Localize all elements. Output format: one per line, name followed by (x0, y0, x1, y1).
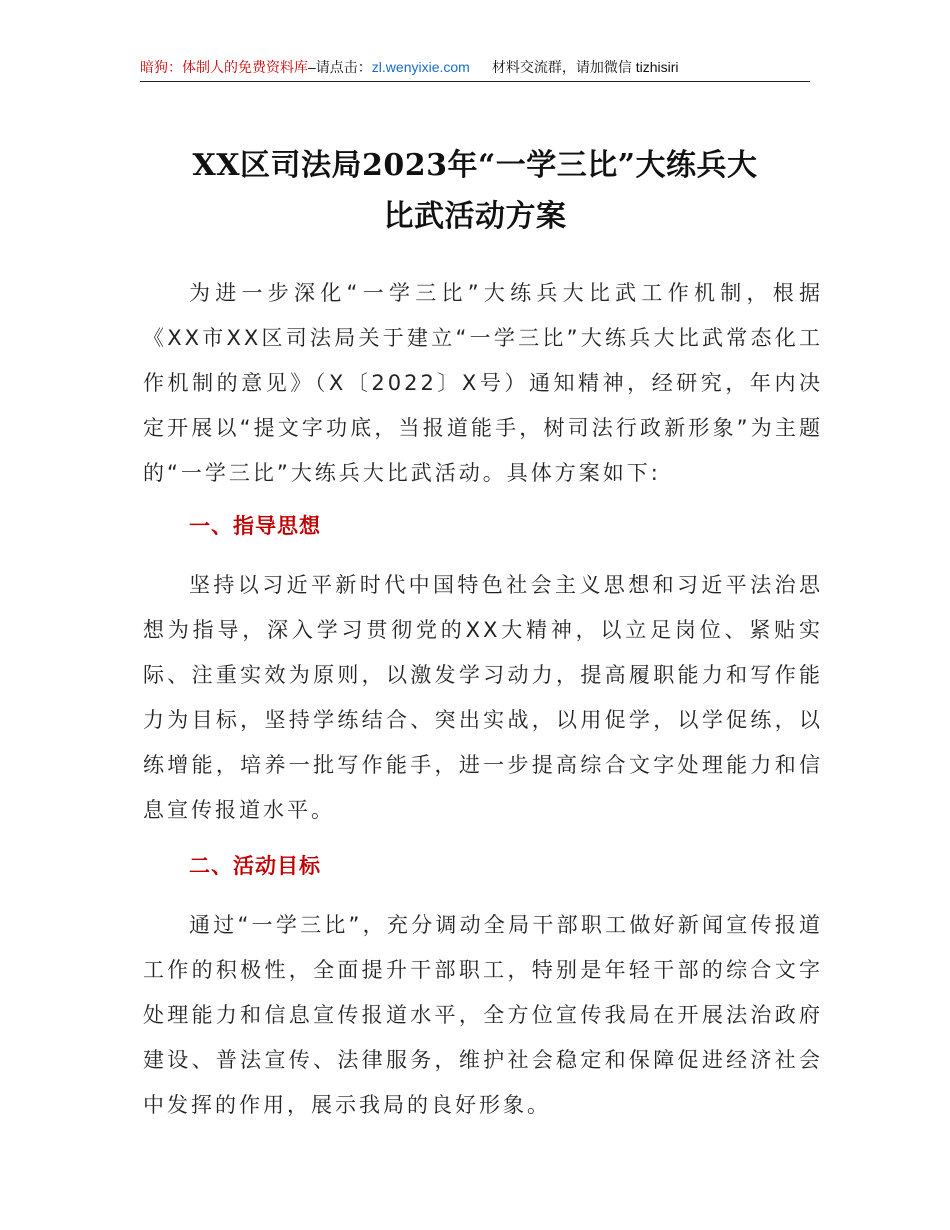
section2-heading: 二、活动目标 (189, 854, 321, 878)
document-title-line1: XX区司法局2023年“一学三比”大练兵大 (192, 148, 758, 183)
header-brand-text: 暗狗：体制人的免费资料库 (140, 59, 308, 75)
header-group-text: 材料交流群，请加微信 tizhisiri (491, 59, 679, 75)
header-divider (140, 81, 810, 82)
section2-paragraph: 通过“一学三比”，充分调动全局干部职工做好新闻宣传报道工作的积极性，全面提升干部职工，特别是年轻干部的综合文字处理能力和信息宣传报道水平，全方位宣传我局在开展法治政府建设、普法宣传、法律服务，维护社会稳定和保障促进经济社会中发挥的作用，展示我局的良好形象。 (143, 913, 823, 1117)
page-header (140, 56, 810, 78)
header-click-text: –请点击： (308, 59, 372, 75)
document-title-line2: 比武活动方案 (383, 199, 567, 234)
header-url-link[interactable]: zl.wenyixie.com (371, 59, 470, 75)
intro-paragraph: 为进一步深化“一学三比”大练兵大比武工作机制，根据《XX市XX区司法局关于建立“一学三比”大练兵大比武常态化工作机制的意见》（X〔2022〕X号）通知精神，经研究，年内决定开展以“提文字功底，当报道能手，树司法行政新形象”为主题的“一学三比”大练兵大比武活动。具体方案如下: (143, 281, 823, 485)
section1-heading: 一、指导思想 (189, 514, 321, 538)
section1-paragraph: 坚持以习近平新时代中国特色社会主义思想和习近平法治思想为指导，深入学习贯彻党的XX大精神，以立足岗位、紧贴实际、注重实效为原则，以激发学习动力，提高履职能力和写作能力为目标，坚持学练结合、突出实战，以用促学，以学促练，以练增能，培养一批写作能手，进一步提高综合文字处理能力和信息宣传报道水平。 (143, 573, 823, 822)
